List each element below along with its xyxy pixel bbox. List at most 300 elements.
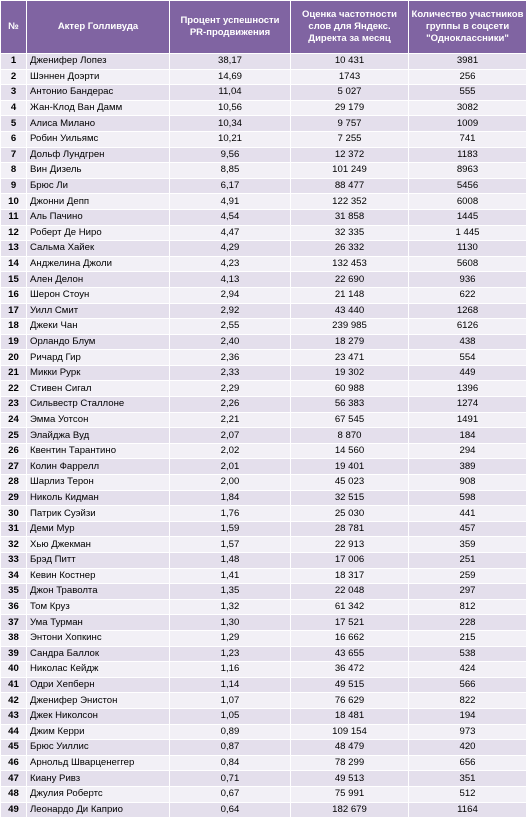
table-row — [1, 163, 526, 179]
pr-success-value: 1,14 — [170, 677, 291, 693]
actor-name: Элайджа Вуд — [27, 428, 170, 444]
actor-name: Сальма Хайек — [27, 241, 170, 257]
odnoklassniki-members-value: 1130 — [409, 241, 526, 257]
row-number: 30 — [1, 506, 27, 522]
row-number: 37 — [1, 615, 27, 631]
row-number: 12 — [1, 225, 27, 241]
table-row — [1, 365, 526, 381]
header-actor: Актер Голливуда — [27, 1, 170, 54]
yandex-frequency-value: 21 148 — [291, 287, 409, 303]
pr-success-value: 1,57 — [170, 537, 291, 553]
row-number: 17 — [1, 303, 27, 319]
yandex-frequency-value: 1743 — [291, 69, 409, 85]
yandex-frequency-value: 22 913 — [291, 537, 409, 553]
odnoklassniki-members-value: 1268 — [409, 303, 526, 319]
pr-success-value: 2,94 — [170, 287, 291, 303]
row-number: 13 — [1, 241, 27, 257]
row-number: 26 — [1, 443, 27, 459]
row-number: 2 — [1, 69, 27, 85]
table-row — [1, 241, 526, 257]
pr-success-value: 2,01 — [170, 459, 291, 475]
odnoklassniki-members-value: 3082 — [409, 100, 526, 116]
table-row — [1, 521, 526, 537]
row-number: 11 — [1, 209, 27, 225]
actor-name: Джон Траволта — [27, 584, 170, 600]
table-row — [1, 381, 526, 397]
actor-name: Алиса Милано — [27, 116, 170, 132]
table-row — [1, 584, 526, 600]
odnoklassniki-members-value: 184 — [409, 428, 526, 444]
actor-name: Шарлиз Терон — [27, 475, 170, 491]
pr-success-value: 0,87 — [170, 740, 291, 756]
pr-success-value: 2,00 — [170, 475, 291, 491]
actor-name: Брэд Питт — [27, 553, 170, 569]
table-row — [1, 272, 526, 288]
yandex-frequency-value: 109 154 — [291, 724, 409, 740]
actor-name: Робин Уильямс — [27, 131, 170, 147]
pr-success-value: 4,13 — [170, 272, 291, 288]
table-row — [1, 131, 526, 147]
table-row — [1, 178, 526, 194]
yandex-frequency-value: 18 317 — [291, 568, 409, 584]
actor-name: Том Круз — [27, 599, 170, 615]
yandex-frequency-value: 122 352 — [291, 194, 409, 210]
pr-success-value: 9,56 — [170, 147, 291, 163]
table-row — [1, 412, 526, 428]
table-row — [1, 194, 526, 210]
actor-name: Дженифер Энистон — [27, 693, 170, 709]
odnoklassniki-members-value: 936 — [409, 272, 526, 288]
odnoklassniki-members-value: 457 — [409, 521, 526, 537]
odnoklassniki-members-value: 554 — [409, 350, 526, 366]
row-number: 36 — [1, 599, 27, 615]
odnoklassniki-members-value: 973 — [409, 724, 526, 740]
odnoklassniki-members-value: 741 — [409, 131, 526, 147]
odnoklassniki-members-value: 1164 — [409, 802, 526, 818]
row-number: 49 — [1, 802, 27, 818]
pr-success-value: 1,07 — [170, 693, 291, 709]
yandex-frequency-value: 19 401 — [291, 459, 409, 475]
actor-name: Джим Керри — [27, 724, 170, 740]
pr-success-value: 1,23 — [170, 646, 291, 662]
odnoklassniki-members-value: 441 — [409, 506, 526, 522]
pr-success-value: 2,33 — [170, 365, 291, 381]
header-number: № — [1, 1, 27, 54]
pr-success-value: 0,67 — [170, 786, 291, 802]
odnoklassniki-members-value: 251 — [409, 553, 526, 569]
row-number: 46 — [1, 755, 27, 771]
table-row — [1, 443, 526, 459]
actor-name: Вин Дизель — [27, 163, 170, 179]
pr-success-value: 2,07 — [170, 428, 291, 444]
row-number: 31 — [1, 521, 27, 537]
actor-name: Микки Рурк — [27, 365, 170, 381]
row-number: 1 — [1, 54, 27, 70]
row-number: 39 — [1, 646, 27, 662]
actor-name: Брюс Уиллис — [27, 740, 170, 756]
table-row — [1, 100, 526, 116]
actor-name: Ричард Гир — [27, 350, 170, 366]
table-row — [1, 537, 526, 553]
yandex-frequency-value: 49 513 — [291, 771, 409, 787]
odnoklassniki-members-value: 215 — [409, 630, 526, 646]
pr-success-value: 0,84 — [170, 755, 291, 771]
actor-name: Орландо Блум — [27, 334, 170, 350]
row-number: 23 — [1, 397, 27, 413]
odnoklassniki-members-value: 538 — [409, 646, 526, 662]
row-number: 24 — [1, 412, 27, 428]
pr-success-value: 1,35 — [170, 584, 291, 600]
header-yandex-frequency: Оценка частотности слов для Яндекс. Директа за месяц — [291, 1, 409, 54]
yandex-frequency-value: 67 545 — [291, 412, 409, 428]
actor-name: Эмма Уотсон — [27, 412, 170, 428]
pr-success-value: 2,26 — [170, 397, 291, 413]
table-row — [1, 662, 526, 678]
actor-name: Николас Кейдж — [27, 662, 170, 678]
table-row — [1, 147, 526, 163]
pr-success-value: 0,89 — [170, 724, 291, 740]
odnoklassniki-members-value: 359 — [409, 537, 526, 553]
pr-success-value: 1,84 — [170, 490, 291, 506]
table-row — [1, 69, 526, 85]
row-number: 25 — [1, 428, 27, 444]
pr-success-value: 11,04 — [170, 85, 291, 101]
pr-success-value: 2,92 — [170, 303, 291, 319]
table-row — [1, 568, 526, 584]
odnoklassniki-members-value: 555 — [409, 85, 526, 101]
odnoklassniki-members-value: 259 — [409, 568, 526, 584]
row-number: 32 — [1, 537, 27, 553]
yandex-frequency-value: 182 679 — [291, 802, 409, 818]
actor-name: Джек Николсон — [27, 708, 170, 724]
odnoklassniki-members-value: 1445 — [409, 209, 526, 225]
actor-name: Анджелина Джоли — [27, 256, 170, 272]
actor-name: Энтони Хопкинс — [27, 630, 170, 646]
yandex-frequency-value: 22 690 — [291, 272, 409, 288]
yandex-frequency-value: 78 299 — [291, 755, 409, 771]
row-number: 47 — [1, 771, 27, 787]
table-row — [1, 740, 526, 756]
yandex-frequency-value: 88 477 — [291, 178, 409, 194]
yandex-frequency-value: 45 023 — [291, 475, 409, 491]
odnoklassniki-members-value: 908 — [409, 475, 526, 491]
pr-success-value: 2,02 — [170, 443, 291, 459]
row-number: 20 — [1, 350, 27, 366]
row-number: 38 — [1, 630, 27, 646]
actor-name: Одри Хепберн — [27, 677, 170, 693]
pr-success-value: 2,29 — [170, 381, 291, 397]
yandex-frequency-value: 28 781 — [291, 521, 409, 537]
table-row — [1, 209, 526, 225]
yandex-frequency-value: 12 372 — [291, 147, 409, 163]
yandex-frequency-value: 32 335 — [291, 225, 409, 241]
yandex-frequency-value: 5 027 — [291, 85, 409, 101]
table-row — [1, 54, 526, 70]
actor-name: Хью Джекман — [27, 537, 170, 553]
pr-success-value: 14,69 — [170, 69, 291, 85]
actor-name: Николь Кидман — [27, 490, 170, 506]
actor-name: Антонио Бандерас — [27, 85, 170, 101]
yandex-frequency-value: 60 988 — [291, 381, 409, 397]
row-number: 29 — [1, 490, 27, 506]
row-number: 5 — [1, 116, 27, 132]
actor-name: Арнольд Шварценеггер — [27, 755, 170, 771]
odnoklassniki-members-value: 8963 — [409, 163, 526, 179]
yandex-frequency-value: 23 471 — [291, 350, 409, 366]
actor-name: Кевин Костнер — [27, 568, 170, 584]
row-number: 3 — [1, 85, 27, 101]
table-row — [1, 615, 526, 631]
yandex-frequency-value: 56 383 — [291, 397, 409, 413]
table-row — [1, 724, 526, 740]
odnoklassniki-members-value: 194 — [409, 708, 526, 724]
actor-name: Сандра Баллок — [27, 646, 170, 662]
odnoklassniki-members-value: 822 — [409, 693, 526, 709]
actor-name: Роберт Де Ниро — [27, 225, 170, 241]
table-row — [1, 677, 526, 693]
pr-success-value: 1,48 — [170, 553, 291, 569]
odnoklassniki-members-value: 424 — [409, 662, 526, 678]
actor-name: Ума Турман — [27, 615, 170, 631]
row-number: 34 — [1, 568, 27, 584]
yandex-frequency-value: 132 453 — [291, 256, 409, 272]
yandex-frequency-value: 43 440 — [291, 303, 409, 319]
actor-name: Колин Фаррелл — [27, 459, 170, 475]
odnoklassniki-members-value: 1 445 — [409, 225, 526, 241]
row-number: 10 — [1, 194, 27, 210]
odnoklassniki-members-value: 1009 — [409, 116, 526, 132]
row-number: 9 — [1, 178, 27, 194]
row-number: 44 — [1, 724, 27, 740]
table-row — [1, 334, 526, 350]
table-row — [1, 85, 526, 101]
odnoklassniki-members-value: 566 — [409, 677, 526, 693]
actor-name: Джеки Чан — [27, 319, 170, 335]
odnoklassniki-members-value: 812 — [409, 599, 526, 615]
yandex-frequency-value: 25 030 — [291, 506, 409, 522]
actor-name: Ален Делон — [27, 272, 170, 288]
pr-success-value: 0,64 — [170, 802, 291, 818]
pr-success-value: 2,21 — [170, 412, 291, 428]
odnoklassniki-members-value: 297 — [409, 584, 526, 600]
pr-success-value: 2,36 — [170, 350, 291, 366]
row-number: 43 — [1, 708, 27, 724]
odnoklassniki-members-value: 351 — [409, 771, 526, 787]
pr-success-value: 1,05 — [170, 708, 291, 724]
yandex-frequency-value: 101 249 — [291, 163, 409, 179]
pr-success-value: 2,40 — [170, 334, 291, 350]
pr-success-value: 4,23 — [170, 256, 291, 272]
yandex-frequency-value: 17 006 — [291, 553, 409, 569]
yandex-frequency-value: 22 048 — [291, 584, 409, 600]
odnoklassniki-members-value: 1274 — [409, 397, 526, 413]
table-row — [1, 693, 526, 709]
yandex-frequency-value: 7 255 — [291, 131, 409, 147]
table-body — [1, 54, 526, 818]
yandex-frequency-value: 9 757 — [291, 116, 409, 132]
table-row — [1, 755, 526, 771]
odnoklassniki-members-value: 1491 — [409, 412, 526, 428]
actor-name: Стивен Сигал — [27, 381, 170, 397]
odnoklassniki-members-value: 438 — [409, 334, 526, 350]
yandex-frequency-value: 18 279 — [291, 334, 409, 350]
yandex-frequency-value: 75 991 — [291, 786, 409, 802]
yandex-frequency-value: 26 332 — [291, 241, 409, 257]
odnoklassniki-members-value: 3981 — [409, 54, 526, 70]
pr-success-value: 1,41 — [170, 568, 291, 584]
yandex-frequency-value: 32 515 — [291, 490, 409, 506]
table-row — [1, 786, 526, 802]
odnoklassniki-members-value: 294 — [409, 443, 526, 459]
yandex-frequency-value: 49 515 — [291, 677, 409, 693]
actor-name: Шерон Стоун — [27, 287, 170, 303]
pr-success-value: 1,30 — [170, 615, 291, 631]
odnoklassniki-members-value: 420 — [409, 740, 526, 756]
pr-success-value: 4,54 — [170, 209, 291, 225]
row-number: 22 — [1, 381, 27, 397]
header-row — [1, 1, 526, 54]
actor-name: Шэннен Доэрти — [27, 69, 170, 85]
row-number: 33 — [1, 553, 27, 569]
pr-success-value: 6,17 — [170, 178, 291, 194]
row-number: 6 — [1, 131, 27, 147]
table-row — [1, 350, 526, 366]
yandex-frequency-value: 61 342 — [291, 599, 409, 615]
row-number: 42 — [1, 693, 27, 709]
table-row — [1, 287, 526, 303]
row-number: 28 — [1, 475, 27, 491]
yandex-frequency-value: 17 521 — [291, 615, 409, 631]
table-row — [1, 630, 526, 646]
pr-success-value: 2,55 — [170, 319, 291, 335]
actor-name: Жан-Клод Ван Дамм — [27, 100, 170, 116]
pr-success-value: 1,59 — [170, 521, 291, 537]
row-number: 14 — [1, 256, 27, 272]
actor-name: Дольф Лундгрен — [27, 147, 170, 163]
odnoklassniki-members-value: 6126 — [409, 319, 526, 335]
pr-success-value: 1,32 — [170, 599, 291, 615]
table-row — [1, 459, 526, 475]
odnoklassniki-members-value: 228 — [409, 615, 526, 631]
yandex-frequency-value: 19 302 — [291, 365, 409, 381]
yandex-frequency-value: 43 655 — [291, 646, 409, 662]
yandex-frequency-value: 10 431 — [291, 54, 409, 70]
row-number: 27 — [1, 459, 27, 475]
odnoklassniki-members-value: 5456 — [409, 178, 526, 194]
pr-success-value: 10,21 — [170, 131, 291, 147]
odnoklassniki-members-value: 256 — [409, 69, 526, 85]
odnoklassniki-members-value: 622 — [409, 287, 526, 303]
header-pr-success: Процент успешности PR-продвижения — [170, 1, 291, 54]
pr-success-value: 1,29 — [170, 630, 291, 646]
table-row — [1, 646, 526, 662]
row-number: 48 — [1, 786, 27, 802]
pr-success-value: 38,17 — [170, 54, 291, 70]
odnoklassniki-members-value: 449 — [409, 365, 526, 381]
yandex-frequency-value: 16 662 — [291, 630, 409, 646]
table-row — [1, 506, 526, 522]
odnoklassniki-members-value: 512 — [409, 786, 526, 802]
actor-name: Леонардо Ди Каприо — [27, 802, 170, 818]
table-row — [1, 490, 526, 506]
actor-name: Патрик Суэйзи — [27, 506, 170, 522]
row-number: 16 — [1, 287, 27, 303]
row-number: 18 — [1, 319, 27, 335]
yandex-frequency-value: 14 560 — [291, 443, 409, 459]
odnoklassniki-members-value: 5608 — [409, 256, 526, 272]
row-number: 19 — [1, 334, 27, 350]
table-row — [1, 256, 526, 272]
yandex-frequency-value: 18 481 — [291, 708, 409, 724]
yandex-frequency-value: 239 985 — [291, 319, 409, 335]
yandex-frequency-value: 48 479 — [291, 740, 409, 756]
pr-success-value: 8,85 — [170, 163, 291, 179]
table-row — [1, 428, 526, 444]
actor-name: Брюс Ли — [27, 178, 170, 194]
yandex-frequency-value: 8 870 — [291, 428, 409, 444]
pr-success-value: 10,56 — [170, 100, 291, 116]
table-row — [1, 802, 526, 818]
yandex-frequency-value: 36 472 — [291, 662, 409, 678]
table-row — [1, 771, 526, 787]
odnoklassniki-members-value: 598 — [409, 490, 526, 506]
pr-success-value: 1,16 — [170, 662, 291, 678]
row-number: 15 — [1, 272, 27, 288]
odnoklassniki-members-value: 656 — [409, 755, 526, 771]
row-number: 8 — [1, 163, 27, 179]
pr-success-value: 4,91 — [170, 194, 291, 210]
row-number: 4 — [1, 100, 27, 116]
actor-name: Деми Мур — [27, 521, 170, 537]
actor-name: Сильвестр Сталлоне — [27, 397, 170, 413]
actor-name: Джулия Робертс — [27, 786, 170, 802]
table-row — [1, 475, 526, 491]
table-row — [1, 225, 526, 241]
odnoklassniki-members-value: 389 — [409, 459, 526, 475]
pr-success-value: 4,29 — [170, 241, 291, 257]
table-row — [1, 599, 526, 615]
actor-name: Киану Ривз — [27, 771, 170, 787]
row-number: 21 — [1, 365, 27, 381]
odnoklassniki-members-value: 1396 — [409, 381, 526, 397]
pr-success-value: 0,71 — [170, 771, 291, 787]
row-number: 35 — [1, 584, 27, 600]
yandex-frequency-value: 76 629 — [291, 693, 409, 709]
header-odnoklassniki-members: Количество участников группы в соцсети "Одноклассники" — [409, 1, 526, 54]
odnoklassniki-members-value: 6008 — [409, 194, 526, 210]
odnoklassniki-members-value: 1183 — [409, 147, 526, 163]
pr-success-value: 10,34 — [170, 116, 291, 132]
yandex-frequency-value: 29 179 — [291, 100, 409, 116]
actor-name: Джонни Депп — [27, 194, 170, 210]
table-row — [1, 553, 526, 569]
table-row — [1, 116, 526, 132]
table-row — [1, 397, 526, 413]
row-number: 41 — [1, 677, 27, 693]
pr-success-value: 4,47 — [170, 225, 291, 241]
row-number: 7 — [1, 147, 27, 163]
table-row — [1, 303, 526, 319]
table-row — [1, 319, 526, 335]
row-number: 40 — [1, 662, 27, 678]
yandex-frequency-value: 31 858 — [291, 209, 409, 225]
actor-name: Дженифер Лопез — [27, 54, 170, 70]
table-row — [1, 708, 526, 724]
row-number: 45 — [1, 740, 27, 756]
pr-success-value: 1,76 — [170, 506, 291, 522]
actor-name: Квентин Тарантино — [27, 443, 170, 459]
actor-name: Уилл Смит — [27, 303, 170, 319]
